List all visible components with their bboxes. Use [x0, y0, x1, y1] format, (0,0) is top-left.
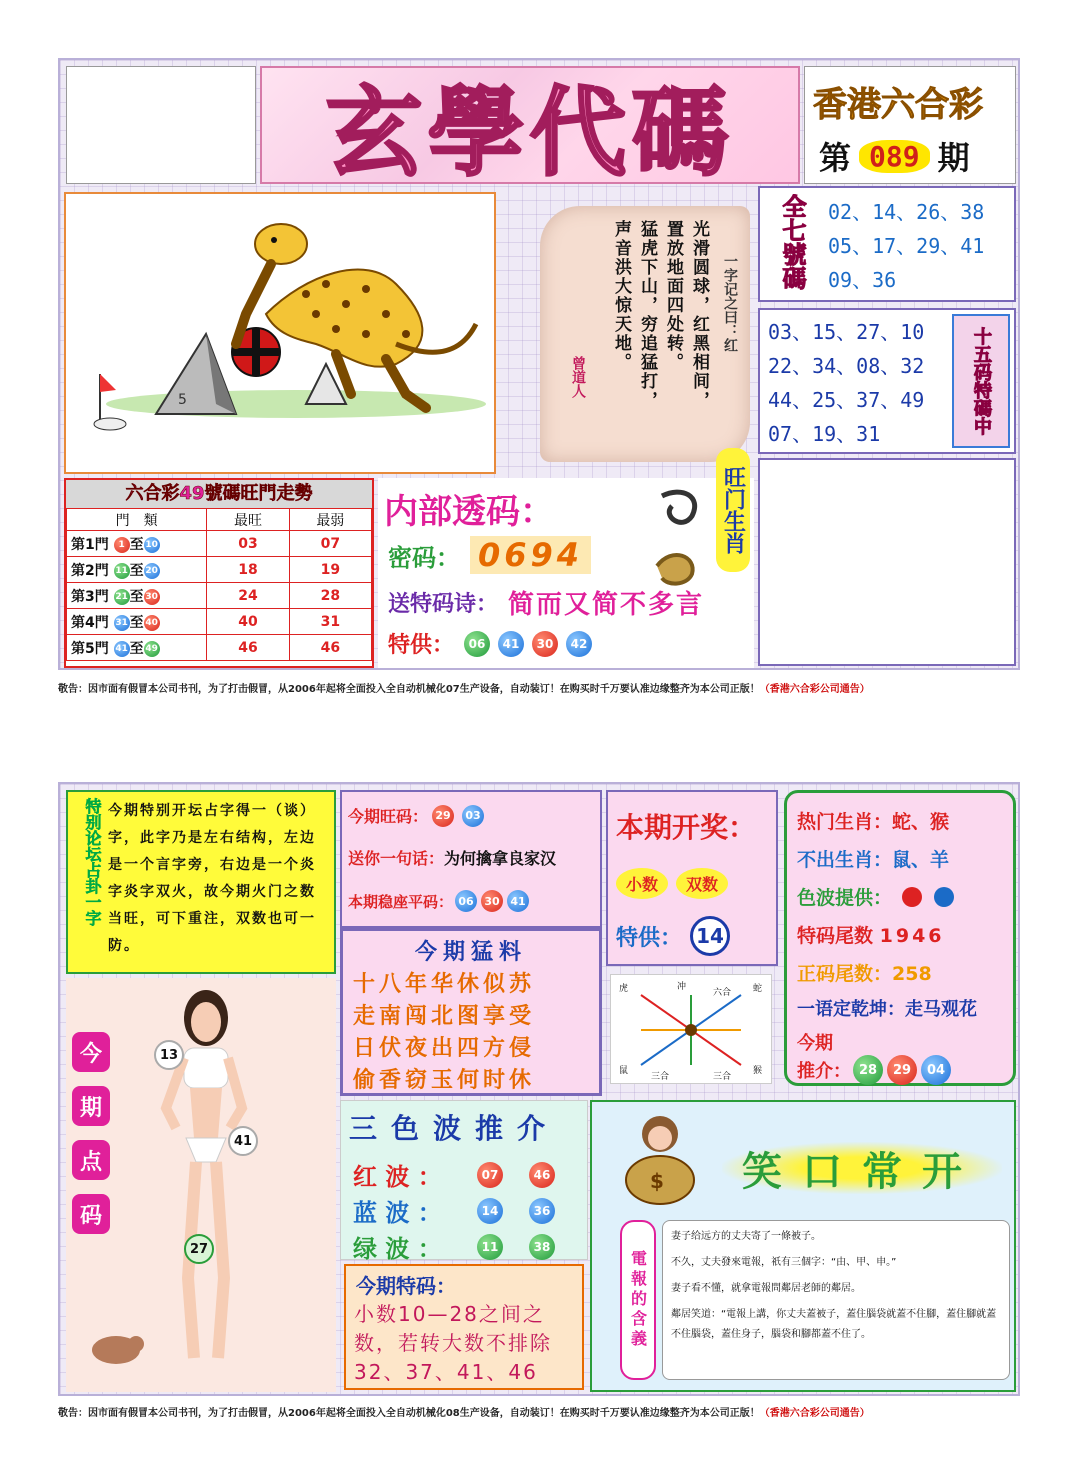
pos-line	[797, 959, 932, 986]
door-to-ball: 49	[144, 641, 160, 657]
door-name: 第1門	[71, 536, 109, 553]
wave-green-ball-1: 11	[477, 1234, 503, 1260]
cheetah-illustration	[66, 194, 494, 472]
door-cell	[67, 531, 207, 557]
rec-ball-2: 29	[887, 1055, 917, 1085]
draw-tags	[616, 868, 728, 899]
king-ball-2: 03	[462, 805, 484, 827]
special-label: 特供：	[388, 633, 455, 658]
flat-ball-2: 30	[481, 890, 503, 912]
cold-line	[797, 845, 949, 872]
door-from-ball: 11	[114, 563, 130, 579]
all-seven-box	[758, 186, 1016, 302]
smile-title: 笑口常开	[722, 1142, 1002, 1194]
compass-diagram	[611, 975, 773, 1085]
fifteen-row-3: 44、25、37、49	[768, 388, 925, 412]
blank-right	[758, 458, 1016, 666]
flat-label: 本期稳座平码：	[348, 892, 454, 911]
smile-line-4: 鄰居笑道：“電報上講，你丈夫蓋被子，蓋住腦袋就蓋不住腳，蓋住腳就蓋不住腦袋，蓋住身子，腦袋和腳都蓋不住了。	[671, 1309, 997, 1340]
door-cell	[67, 557, 207, 583]
kill-title: 今期特码：	[356, 1274, 456, 1298]
code-label: 密码：	[388, 543, 460, 572]
compass-label-tiger: 虎	[619, 984, 629, 994]
code-line	[388, 536, 591, 574]
door-cell	[67, 635, 207, 661]
wave-green-label: 绿 波 ：	[353, 1235, 442, 1263]
riddle-line-4: 声音洪大惊天地。	[611, 220, 631, 372]
king-box	[340, 790, 602, 928]
issue-prefix: 第	[819, 139, 852, 177]
hot-label: 热门生肖：	[797, 811, 893, 833]
riddle-scroll	[540, 206, 750, 462]
compass-label-snake: 蛇	[753, 984, 763, 994]
wave-green-ball-2: 38	[529, 1234, 555, 1260]
all-seven-row-3: 09、36	[828, 268, 897, 292]
poem-value: 简而又简不多言	[508, 590, 705, 620]
fifteen-row-1: 03、15、27、10	[768, 320, 925, 344]
model-figure	[66, 978, 336, 1392]
fierce-row-4: 偷香窃玉何时休	[353, 1068, 536, 1093]
fifteen-label: 十五码特碼中	[952, 314, 1010, 448]
hot-line	[797, 807, 949, 834]
fifteen-row-2: 22、34、08、32	[768, 354, 925, 378]
fierce-row-2: 走南闯北图享受	[353, 1004, 536, 1029]
three-wave-box	[340, 1100, 588, 1263]
fierce-title: 今期猛料	[414, 940, 527, 965]
cold-value: 鼠、羊	[892, 849, 950, 871]
special-line	[388, 628, 596, 659]
notice-bottom-tail: （香港六合彩公司通告）	[759, 1408, 870, 1419]
title-banner	[260, 66, 800, 189]
draw-small: 小数	[616, 868, 668, 899]
door-table-box	[64, 478, 374, 668]
verse-label: 一语定乾坤：	[797, 999, 905, 1020]
door-table-title: 六合彩49號碼旺門走勢	[66, 480, 372, 508]
door-to-ball: 30	[144, 589, 160, 605]
forum-text: 今期特别开坛占字得一（谈）字，此字乃是左右结构，左边是一个言字旁，右边是一个炎字炎字双火，故今期火门之数当旺，可下重注，双数也可一防。	[108, 803, 316, 954]
smile-line-1: 妻子给远方的丈夫寄了一條被子。	[671, 1231, 821, 1242]
compass-label-sanhe-2: 三合	[713, 1072, 732, 1082]
door-min: 31	[289, 609, 371, 635]
pos-value: 258	[892, 963, 932, 985]
draw-title: 本期开奖：	[616, 811, 757, 844]
door-to-word: 至	[129, 614, 144, 631]
door-to-ball: 40	[144, 615, 160, 631]
smile-line-3: 妻子看不懂，就拿電報問鄰居老師的鄰居。	[671, 1283, 861, 1294]
verse-line	[797, 995, 977, 1021]
compass-label-rat: 鼠	[619, 1066, 629, 1076]
draw-special-label: 特供：	[616, 925, 683, 951]
wave-red-label: 红 波 ：	[353, 1163, 442, 1191]
all-seven-label: 全七號碼	[778, 194, 806, 290]
issue-suffix: 期	[937, 139, 970, 177]
draw-box	[606, 790, 778, 966]
inside-code-box	[378, 466, 754, 668]
flat-line	[348, 890, 531, 912]
inside-title: 内部透码：	[384, 492, 554, 532]
issue-number: 089	[859, 140, 930, 173]
girl-box	[66, 978, 336, 1392]
door-table-row	[67, 635, 372, 661]
rec-label-2: 推介：	[797, 1061, 851, 1082]
forum-label: 特别论坛占卦一字	[83, 798, 102, 926]
king-label: 今期旺码：	[348, 807, 429, 826]
door-to-word: 至	[129, 562, 144, 579]
wave-row-green	[353, 1229, 559, 1264]
issue-line	[819, 133, 970, 179]
fifteen-row-4: 07、19、31	[768, 422, 881, 446]
wave-row-blue	[353, 1193, 559, 1228]
compass-label-sanhe-1: 三合	[651, 1072, 670, 1082]
pos-label: 正码尾数：	[797, 963, 893, 985]
door-to-ball: 20	[144, 563, 160, 579]
wave-red-ball-2: 46	[529, 1162, 555, 1188]
rec-ball-1: 28	[853, 1055, 883, 1085]
door-name: 第5門	[71, 640, 109, 657]
riddle-line-3: 猛虎下山，穷追猛打，	[637, 220, 657, 410]
door-from-ball: 1	[114, 537, 130, 553]
compass-label-liuhe: 六合	[713, 988, 732, 998]
door-min: 28	[289, 583, 371, 609]
door-header-type: 門 類	[67, 509, 207, 531]
kill-text: 小数10—28之间之数，若转大数不排除32、37、41、46	[354, 1302, 552, 1384]
door-to-word: 至	[129, 640, 144, 657]
wave-line	[797, 883, 954, 910]
svg-text:$: $	[650, 1169, 664, 1193]
cheetah-picture	[64, 192, 496, 474]
issue-block	[804, 66, 1016, 184]
girl-label-char-3: 点	[72, 1140, 110, 1180]
door-min: 19	[289, 557, 371, 583]
door-max: 46	[207, 635, 289, 661]
tail-line	[797, 921, 945, 948]
verse-value: 走马观花	[905, 999, 977, 1020]
door-to-word: 至	[129, 536, 144, 553]
smile-side-label: 電報的含義	[620, 1220, 656, 1380]
door-to-word: 至	[129, 588, 144, 605]
notice-top-text: 敬告：因市面有假冒本公司书刊，为了打击假冒，从2006年起将全面投入全自动机械化07生产设备，自动装订！在购买时千万要认准边缘整齐为本公司正版！	[58, 684, 760, 695]
notice-bottom	[58, 1404, 1028, 1419]
door-table	[66, 508, 372, 661]
smile-box	[590, 1100, 1016, 1392]
door-header-min: 最弱	[289, 509, 371, 531]
king-line	[348, 804, 488, 827]
svg-text:5: 5	[178, 392, 187, 408]
wave-blue-ball-1: 14	[477, 1198, 503, 1224]
tail-label: 特码尾数	[797, 925, 874, 947]
door-table-row	[67, 531, 372, 557]
wave-blue-label: 蓝 波 ：	[353, 1199, 442, 1227]
zodiac-label: 旺门生肖	[716, 448, 750, 572]
girl-label-char-2: 期	[72, 1086, 110, 1126]
door-name: 第4門	[71, 614, 109, 631]
door-min: 46	[289, 635, 371, 661]
fierce-box	[340, 928, 602, 1096]
code-value: 0694	[470, 536, 591, 574]
door-max: 03	[207, 531, 289, 557]
girl-label-char-1: 今	[72, 1032, 110, 1072]
special-ball-1: 06	[464, 631, 490, 657]
door-max: 18	[207, 557, 289, 583]
fifteen-box	[758, 308, 1016, 454]
door-min: 07	[289, 531, 371, 557]
girl-label-char-4: 码	[72, 1194, 110, 1234]
door-name: 第2門	[71, 562, 109, 579]
door-from-ball: 41	[114, 641, 130, 657]
wave-row-red	[353, 1157, 559, 1192]
riddle-line-1: 光滑圆球，红黑相间，	[689, 220, 709, 410]
blank-corner	[66, 66, 256, 184]
king-ball-1: 29	[432, 805, 454, 827]
phrase-label: 送你一句话：	[348, 849, 445, 868]
door-name: 第3門	[71, 588, 109, 605]
fierce-row-1: 十八年华休似苏	[353, 972, 536, 997]
draw-special-line	[616, 916, 730, 956]
compass-label-monkey: 猴	[753, 1066, 763, 1076]
door-cell	[67, 609, 207, 635]
dragon-icon	[642, 486, 712, 596]
forum-box	[66, 790, 336, 974]
riddle-heading: 一字记之曰：红	[722, 254, 738, 352]
page-title: 玄學代碼	[326, 75, 734, 189]
door-table-row	[67, 583, 372, 609]
fierce-row-3: 日伏夜出四方侵	[353, 1036, 536, 1061]
wave-blue-ball-2: 36	[529, 1198, 555, 1224]
riddle-line-2: 置放地面四处转。	[663, 220, 683, 372]
draw-special-ball: 14	[690, 916, 730, 956]
wave-red-ball-1: 07	[477, 1162, 503, 1188]
poem-label: 送特码诗：	[388, 592, 499, 617]
door-from-ball: 31	[114, 615, 130, 631]
special-ball-2: 41	[498, 631, 524, 657]
money-icon	[620, 1108, 700, 1208]
phrase-line	[348, 846, 556, 869]
hot-box	[784, 790, 1016, 1086]
rec-ball-3: 04	[921, 1055, 951, 1085]
smile-text-box	[662, 1220, 1010, 1380]
special-ball-3: 30	[532, 631, 558, 657]
all-seven-row-2: 05、17、29、41	[828, 234, 985, 258]
rec-label-1: 今期	[797, 1033, 833, 1054]
phrase-value: 为何擒拿良家汉	[444, 849, 557, 868]
blue-dot	[934, 887, 954, 907]
three-wave-title: 三色波推介	[349, 1112, 560, 1145]
bottom-panel	[58, 782, 1020, 1396]
door-table-row	[67, 609, 372, 635]
notice-top-tail: （香港六合彩公司通告）	[759, 684, 870, 695]
wave-label: 色波提供：	[797, 887, 893, 909]
red-dot	[902, 887, 922, 907]
rec-line	[797, 1055, 953, 1085]
draw-double: 双数	[676, 868, 728, 899]
door-cell	[67, 583, 207, 609]
special-ball-4: 42	[566, 631, 592, 657]
flat-ball-1: 06	[455, 890, 477, 912]
door-table-row	[67, 557, 372, 583]
notice-bottom-text: 敬告：因市面有假冒本公司书刊，为了打击假冒，从2006年起将全面投入全自动机械化08生产设备，自动装订！在购买时千万要认准边缘整齐为本公司正版！	[58, 1408, 760, 1419]
door-max: 24	[207, 583, 289, 609]
riddle-author: 曾道人	[570, 356, 586, 398]
hot-value: 蛇、猴	[892, 811, 950, 833]
notice-top	[58, 680, 1028, 695]
door-from-ball: 21	[114, 589, 130, 605]
girl-ball-2: 41	[228, 1126, 258, 1156]
lottery-name: 香港六合彩	[813, 85, 983, 125]
top-panel	[58, 58, 1020, 670]
girl-ball-1: 13	[154, 1040, 184, 1070]
door-header-max: 最旺	[207, 509, 289, 531]
compass-box	[610, 974, 772, 1084]
door-to-ball: 10	[144, 537, 160, 553]
flat-ball-3: 41	[507, 890, 529, 912]
compass-label-clash: 冲	[677, 982, 687, 992]
cold-label: 不出生肖：	[797, 849, 893, 871]
kill-box	[344, 1264, 584, 1390]
girl-ball-3: 27	[184, 1234, 214, 1264]
smile-line-2: 不久，丈夫發來電報，祇有三個字：“由、甲、申。”	[671, 1257, 897, 1268]
tail-value: 1946	[879, 925, 945, 947]
all-seven-row-1: 02、14、26、38	[828, 200, 985, 224]
door-max: 40	[207, 609, 289, 635]
